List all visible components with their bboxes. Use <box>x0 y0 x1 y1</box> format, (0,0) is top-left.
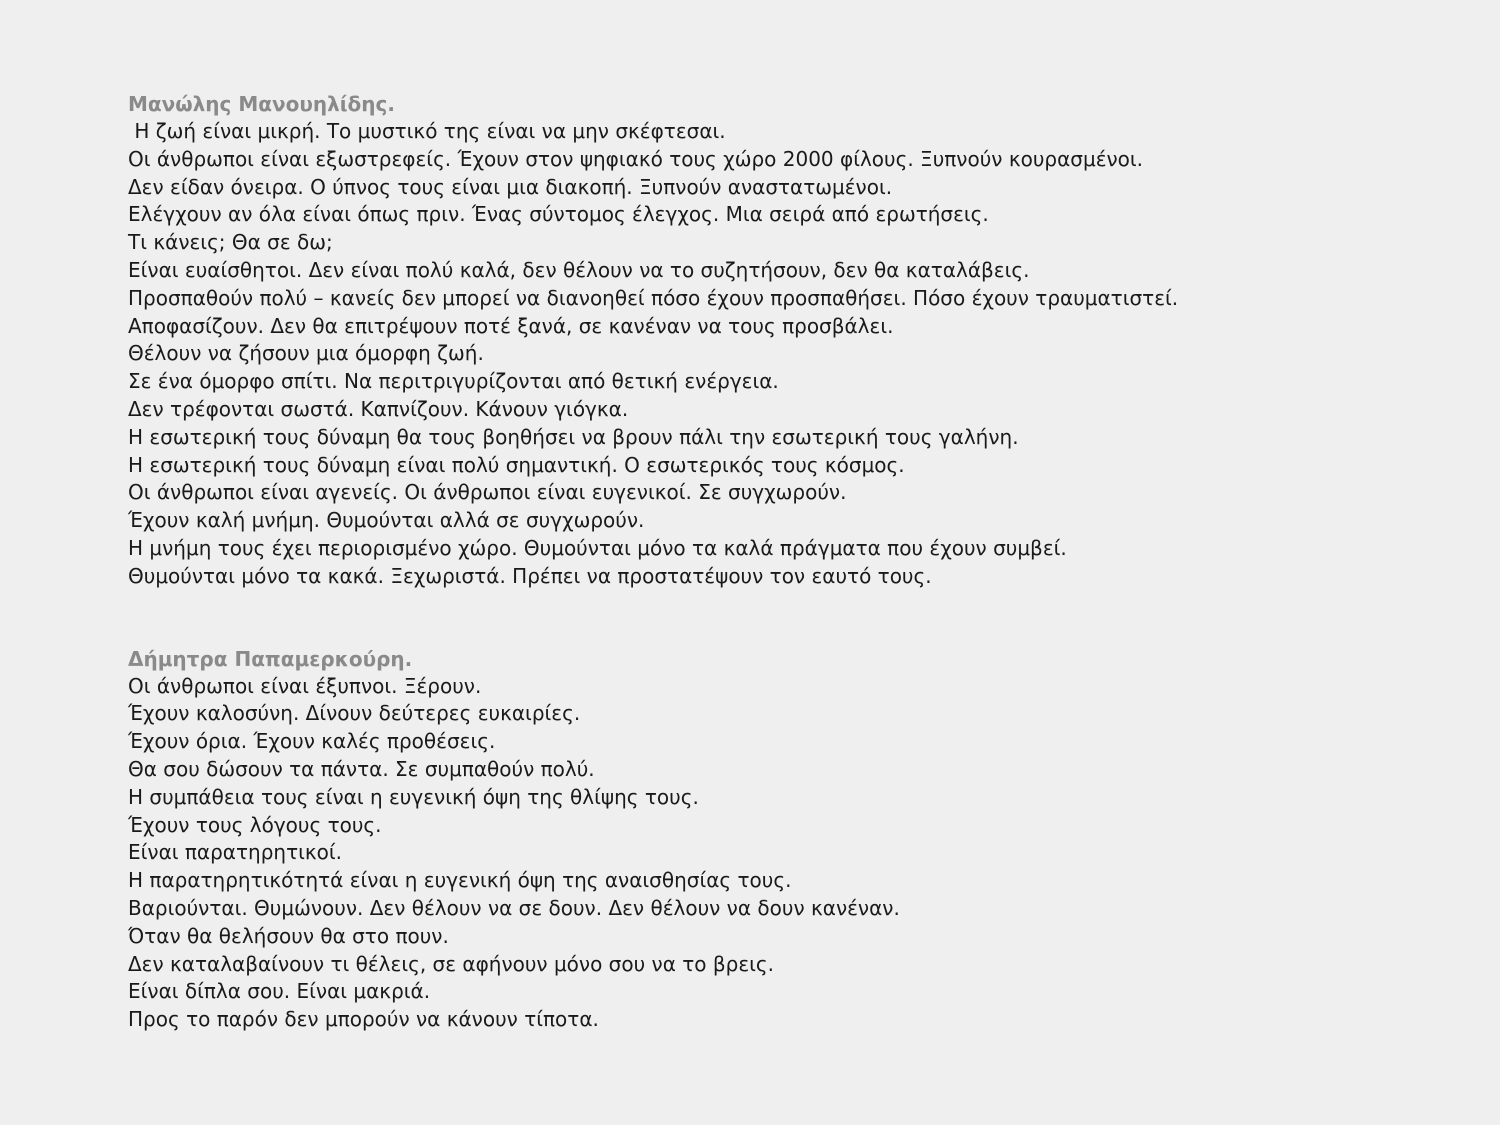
poem-line: Θέλουν να ζήσουν μια όμορφη ζωή. <box>128 341 484 366</box>
poem-line: Έχουν καλοσύνη. Δίνουν δεύτερες ευκαιρίες. <box>128 701 581 726</box>
poem-line: Η μνήμη τους έχει περιορισμένο χώρο. Θυμούνται μόνο τα καλά πράγματα που έχουν συμβεί. <box>128 535 1067 560</box>
poem-line: Οι άνθρωποι είναι έξυπνοι. Ξέρουν. <box>128 673 482 698</box>
poem-line: Τι κάνεις; Θα σε δω; <box>128 230 333 255</box>
poem-section-2 <box>128 645 1468 1034</box>
poem-line: Οι άνθρωποι είναι εξωστρεφείς. Έχουν στον ψηφιακό τους χώρο 2000 φίλους. Ξυπνούν κουρασμένοι. <box>128 146 1144 171</box>
poem-line: Η εσωτερική τους δύναμη θα τους βοηθήσει να βρουν πάλι την εσωτερική τους γαλήνη. <box>128 424 1019 449</box>
poem-line: Είναι ευαίσθητοι. Δεν είναι πολύ καλά, δεν θέλουν να το συζητήσουν, δεν θα καταλάβεις. <box>128 257 1030 282</box>
document-page <box>128 90 1468 1034</box>
poem-line: Έχουν καλή μνήμη. Θυμούνται αλλά σε συγχωρούν. <box>128 508 645 533</box>
poem-line: Σε ένα όμορφο σπίτι. Να περιτριγυρίζονται από θετική ενέργεια. <box>128 369 779 394</box>
poem-line: Δεν τρέφονται σωστά. Καπνίζουν. Κάνουν γιόγκα. <box>128 396 629 421</box>
poem-line: Θα σου δώσουν τα πάντα. Σε συμπαθούν πολύ. <box>128 756 595 781</box>
poem-line: Προς το παρόν δεν μπορούν να κάνουν τίποτα. <box>128 1007 599 1032</box>
poem-line: Αποφασίζουν. Δεν θα επιτρέψουν ποτέ ξανά, σε κανέναν να τους προσβάλει. <box>128 313 894 338</box>
poem-section-1 <box>128 90 1468 591</box>
poem-line: Είναι παρατηρητικοί. <box>128 840 343 865</box>
poem-line: Δεν καταλαβαίνουν τι θέλεις, σε αφήνουν μόνο σου να το βρεις. <box>128 951 774 976</box>
poem-line: Η παρατηρητικότητά είναι η ευγενική όψη της αναισθησίας τους. <box>128 868 792 893</box>
poem-lines <box>128 673 1468 1034</box>
poem-line: Θυμούνται μόνο τα κακά. Ξεχωριστά. Πρέπει να προστατέψουν τον εαυτό τους. <box>128 563 932 588</box>
poem-line: Είναι δίπλα σου. Είναι μακριά. <box>128 979 431 1004</box>
poem-line: Η συμπάθεια τους είναι η ευγενική όψη της θλίψης τους. <box>128 784 699 809</box>
author-name: Μανώλης Μανουηλίδης. <box>128 92 395 116</box>
poem-line: Έχουν τους λόγους τους. <box>128 812 382 837</box>
poem-line: Οι άνθρωποι είναι αγενείς. Οι άνθρωποι είναι ευγενικοί. Σε συγχωρούν. <box>128 480 847 505</box>
poem-lines <box>128 118 1468 591</box>
poem-line: Όταν θα θελήσουν θα στο πουν. <box>128 923 449 948</box>
poem-line: Έχουν όρια. Έχουν καλές προθέσεις. <box>128 729 496 754</box>
poem-line: Η εσωτερική τους δύναμη είναι πολύ σημαντική. Ο εσωτερικός τους κόσμος. <box>128 452 905 477</box>
poem-line: Δεν είδαν όνειρα. Ο ύπνος τους είναι μια διακοπή. Ξυπνούν αναστατωμένοι. <box>128 174 893 199</box>
poem-line: Η ζωή είναι μικρή. Το μυστικό της είναι να μην σκέφτεσαι. <box>128 119 726 143</box>
poem-line: Ελέγχουν αν όλα είναι όπως πριν. Ένας σύντομος έλεγχος. Μια σειρά από ερωτήσεις. <box>128 202 989 227</box>
poem-line: Προσπαθούν πολύ – κανείς δεν μπορεί να διανοηθεί πόσο έχουν προσπαθήσει. Πόσο έχουν τραυματιστεί. <box>128 285 1179 310</box>
author-name: Δήμητρα Παπαμερκούρη. <box>128 646 413 671</box>
poem-line: Βαριούνται. Θυμώνουν. Δεν θέλουν να σε δουν. Δεν θέλουν να δουν κανέναν. <box>128 895 900 920</box>
